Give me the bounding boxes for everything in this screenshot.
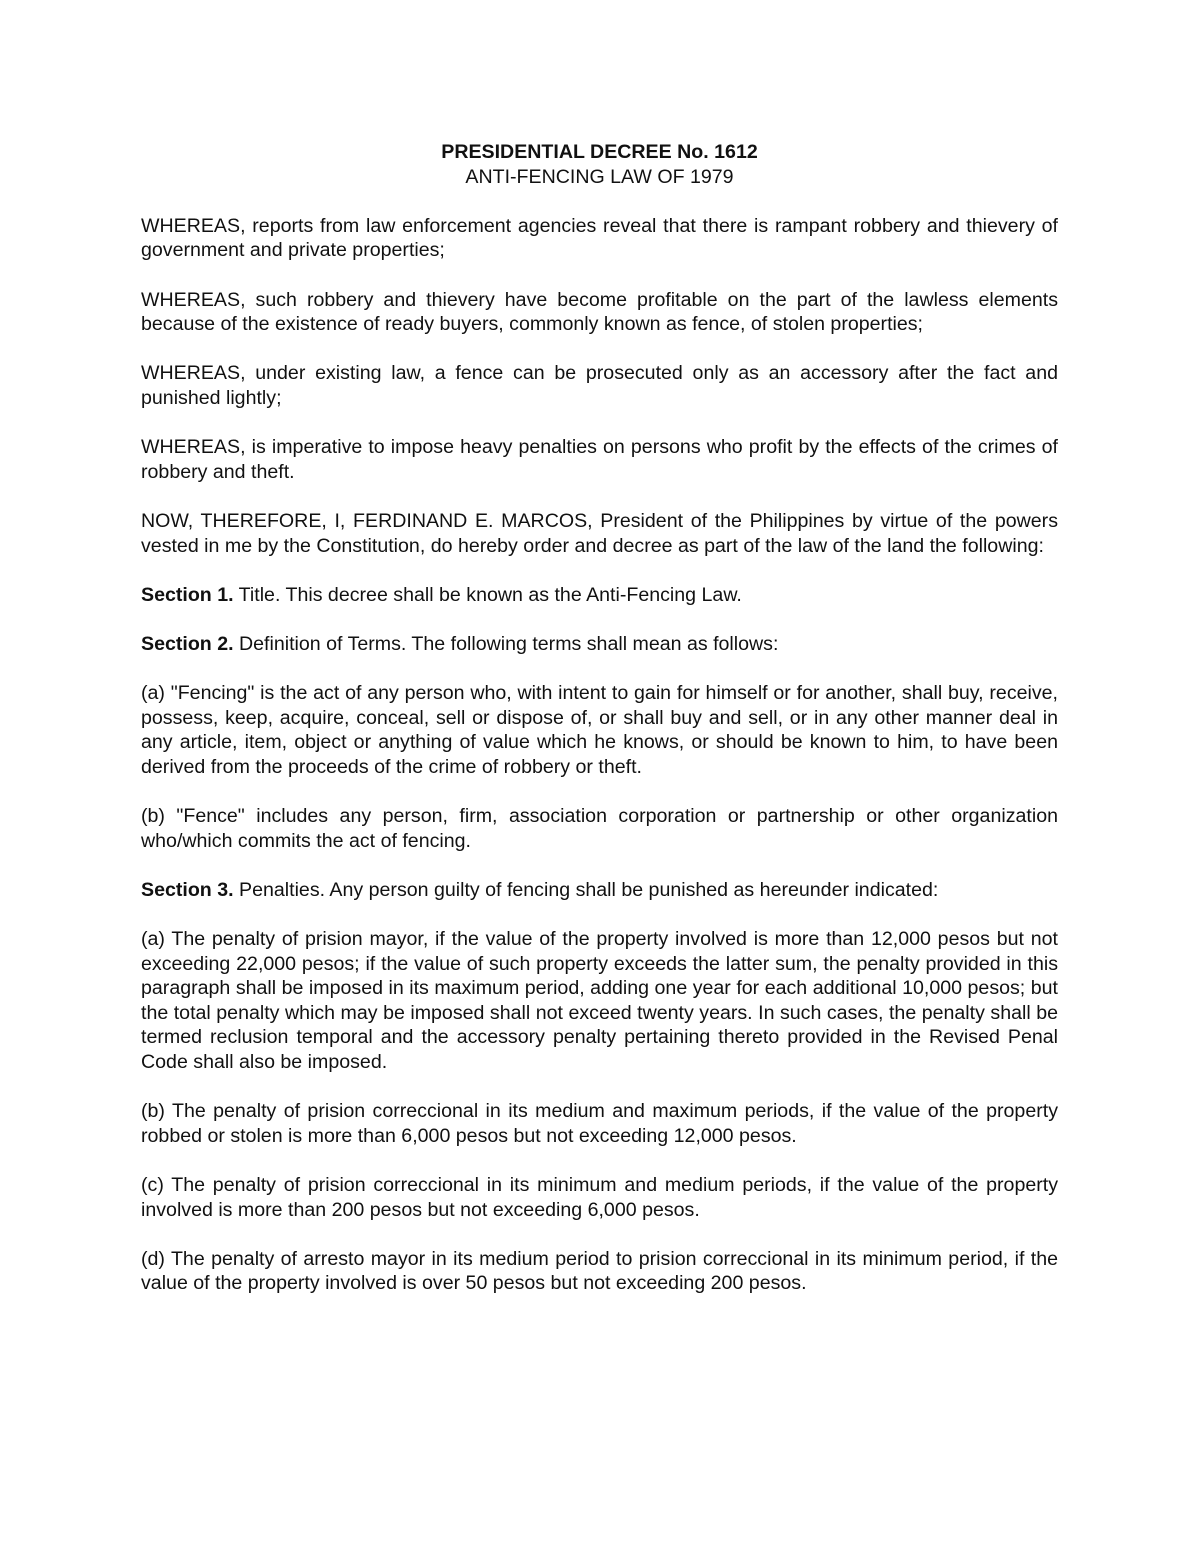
section-2-text: Definition of Terms. The following terms shall mean as follows:: [233, 632, 779, 655]
section-3-item-c: (c) The penalty of prision correccional in its minimum and medium periods, if the value of the property involved is more than 200 pesos but not exceeding 6,000 pesos.: [141, 1173, 1058, 1221]
whereas-clause-3: WHEREAS, under existing law, a fence can be prosecuted only as an accessory after the fact and punished lightly;: [141, 362, 1058, 409]
section-3-item-d: (d) The penalty of arresto mayor in its medium period to prision correccional in its minimum period, if the value of the property involved is over 50 pesos but not exceeding 200 pesos.: [141, 1247, 1058, 1295]
section-3-heading: Section 3.: [141, 878, 234, 901]
whereas-clause-2: WHEREAS, such robbery and thievery have become profitable on the part of the lawless elements because of the existence of ready buyers, commonly known as fence, of stolen properties;: [141, 288, 1058, 336]
section-3-item-b: (b) The penalty of prision correccional in its medium and maximum periods, if the value of the property robbed or stolen is more than 6,000 pesos but not exceeding 12,000 pesos.: [141, 1100, 1058, 1147]
now-therefore-clause: NOW, THEREFORE, I, FERDINAND E. MARCOS, President of the Philippines by virtue of the powers vested in me by the Constitution, do hereby order and decree as part of the law of the land the following:: [141, 509, 1058, 557]
whereas-clause-1: WHEREAS, reports from law enforcement agencies reveal that there is rampant robbery and thievery of government and private properties;: [141, 214, 1058, 262]
section-2-item-b: (b) "Fence" includes any person, firm, association corporation or partnership or other organization who/which commits the act of fencing.: [141, 805, 1058, 852]
section-2-heading: Section 2.: [141, 632, 234, 655]
section-1: [141, 583, 1058, 608]
section-3: [141, 878, 1058, 903]
section-1-text: Title. This decree shall be known as the Anti-Fencing Law.: [233, 583, 742, 606]
section-2-item-a: (a) "Fencing" is the act of any person who, with intent to gain for himself or for another, shall buy, receive, possess, keep, acquire, conceal, sell or dispose of, or shall buy and sell, or in any other manner deal in any article, item, object or anything of value which he knows, or should be known to him, to have been derived from the proceeds of the crime of robbery or theft.: [141, 682, 1058, 778]
document-page: [141, 140, 1058, 1296]
section-3-text: Penalties. Any person guilty of fencing shall be punished as hereunder indicated:: [233, 878, 939, 901]
document-title: PRESIDENTIAL DECREE No. 1612: [441, 141, 758, 163]
document-subtitle: ANTI-FENCING LAW OF 1979: [465, 165, 734, 188]
section-2: [141, 632, 1058, 657]
section-1-heading: Section 1.: [141, 583, 234, 606]
section-3-item-a: (a) The penalty of prision mayor, if the value of the property involved is more than 12,000 pesos but not exceeding 22,000 pesos; if the value of such property exceeds the latter sum, the penalty provided in this paragraph shall be imposed in its maximum period, adding one year for each additional 10,000 pesos; but the total penalty which may be imposed shall not exceed twenty years. In such cases, the penalty shall be termed reclusion temporal and the accessory penalty pertaining thereto provided in the Revised Penal Code shall also be imposed.: [141, 928, 1058, 1073]
whereas-clause-4: WHEREAS, is imperative to impose heavy penalties on persons who profit by the effects of the crimes of robbery and theft.: [141, 436, 1058, 483]
